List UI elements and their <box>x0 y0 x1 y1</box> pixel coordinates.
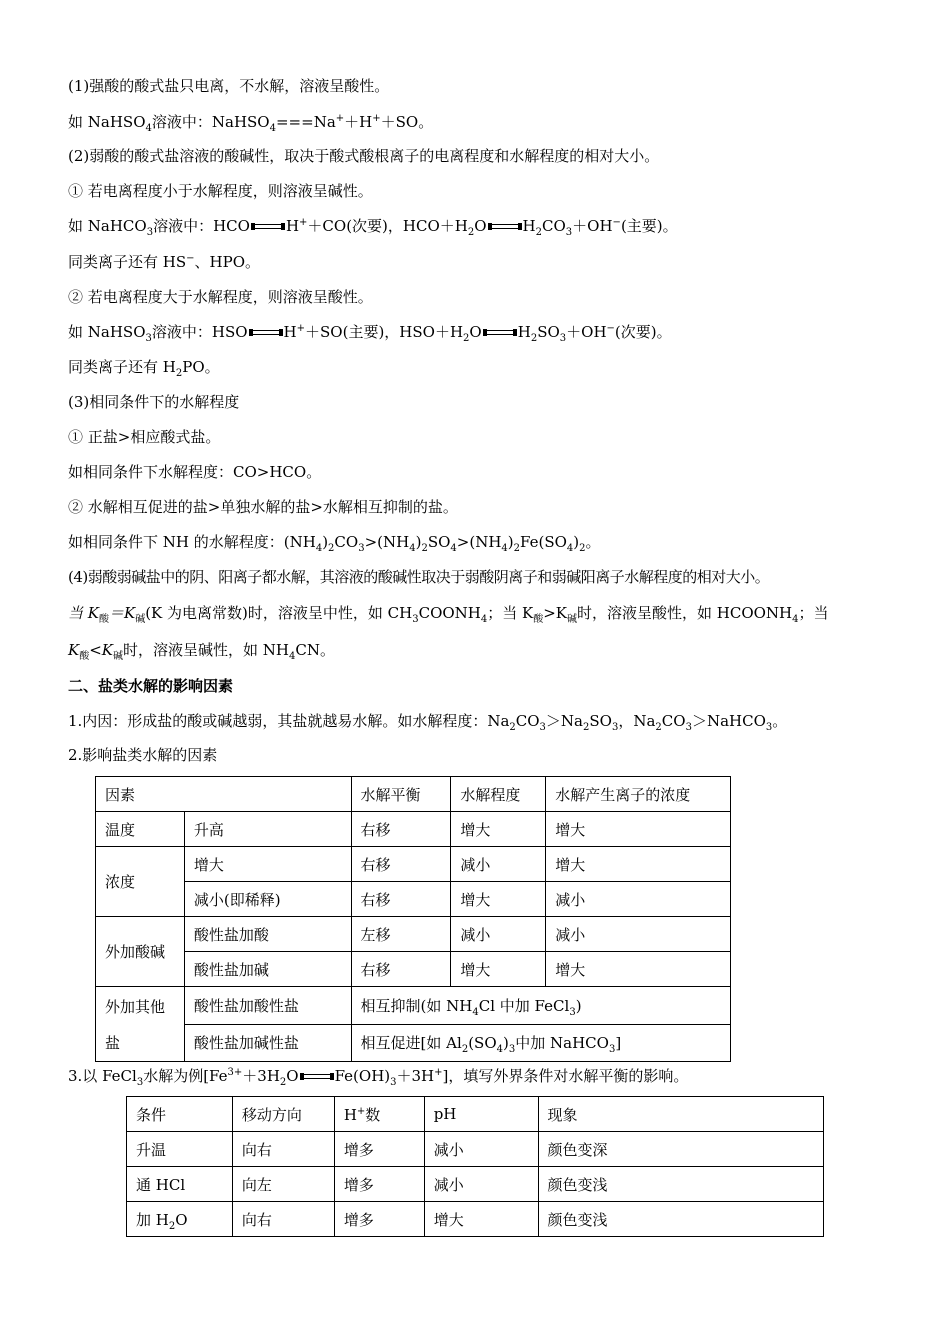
point-1: ① 若电离程度小于水解程度，则溶液呈碱性。 <box>68 182 373 200</box>
table-cell: 增多 <box>334 1132 424 1167</box>
table-row <box>96 987 731 1025</box>
table-cell: 酸性盐加酸 <box>184 917 351 952</box>
point-3: ① 正盐>相应酸式盐。 <box>68 428 221 446</box>
fecl3-table <box>126 1096 824 1237</box>
table-row <box>96 777 731 812</box>
equilibrium-arrow-icon <box>300 1072 334 1082</box>
table-cell: 外加酸碱 <box>96 917 185 987</box>
table-cell: 增大 <box>451 812 546 847</box>
table-header: 水解平衡 <box>351 777 451 812</box>
line-similar-ions-1: 同类离子还有 HS−、HPO。 <box>68 253 261 271</box>
table-header: pH <box>424 1097 538 1132</box>
line-nahso3: 如 NaHSO$_3$溶液中：HSO H+＋SO(主要)，$HSO+H_2O$ $H_2SO_3+OH^-$(次要)。 <box>68 323 672 344</box>
table-row <box>127 1097 824 1132</box>
table-cell: 增大 <box>184 847 351 882</box>
table-cell: 酸性盐加碱 <box>184 952 351 987</box>
line-internal-cause: 1.内因：形成盐的酸或碱越弱，其盐就越易水解。如水解程度：$Na_2CO_3>Na_2SO_3$，$Na_2CO_3>NaHCO_3$。 <box>68 712 788 733</box>
equilibrium-arrow-icon <box>249 328 283 338</box>
table-cell: 增大 <box>546 812 731 847</box>
table-row <box>96 847 731 882</box>
table-header: 水解程度 <box>451 777 546 812</box>
table-cell: 酸性盐加碱性盐 <box>184 1024 351 1062</box>
table-cell: 通 HCl <box>127 1167 233 1202</box>
table-header: 条件 <box>127 1097 233 1132</box>
table-cell: 右移 <box>351 882 451 917</box>
table-cell: 颜色变深 <box>538 1132 823 1167</box>
table-cell: 相互抑制(如 $NH_4Cl$ 中加 FeCl$_3$) <box>351 987 730 1025</box>
table-cell: 增大 <box>546 952 731 987</box>
table-cell: 增大 <box>546 847 731 882</box>
table-cell: 右移 <box>351 847 451 882</box>
table-row <box>96 917 731 952</box>
equilibrium-arrow-icon <box>251 222 285 232</box>
line-ka-kb-1: 当 $K_酸=K_碱(K$ 为电离常数)时，溶液呈中性，如 $CH_3COONH_4$；当 $K_酸>K_碱$时，溶液呈酸性，如 $HCOONH_4$；当 <box>68 604 829 625</box>
line-ka-kb-2: $K_酸<K_碱$时，溶液呈碱性，如 $NH_4CN$。 <box>68 641 335 662</box>
table-header: 因素 <box>96 777 352 812</box>
table-row <box>127 1132 824 1167</box>
para-strong-acid: (1)强酸的酸式盐只电离，不水解，溶液呈酸性。 <box>68 77 390 95</box>
table-cell: 右移 <box>351 952 451 987</box>
table-cell: 向左 <box>232 1167 334 1202</box>
table-cell: 颜色变浅 <box>538 1202 823 1237</box>
table-row <box>96 882 731 917</box>
table-cell: 减小 <box>424 1132 538 1167</box>
line-nahco3: 如 NaHCO$_3$溶液中：HCO H+＋CO(次要)，$HCO+H_2O$ $H_2CO_3+OH^-$(主要)。 <box>68 217 678 238</box>
table-row <box>127 1167 824 1202</box>
table-row <box>96 812 731 847</box>
line-nh4-order: 如相同条件下 NH 的水解程度：$(NH_4)_2CO_3>(NH_4)_2SO_4>(NH_4)_2Fe(SO_4)_2$。 <box>68 533 601 554</box>
table-cell: 向右 <box>232 1202 334 1237</box>
table-cell: 右移 <box>351 812 451 847</box>
table-cell: 外加其他 盐 <box>96 987 185 1062</box>
line-factors-title: 2.影响盐类水解的因素 <box>68 746 218 764</box>
table-cell: 减小 <box>424 1167 538 1202</box>
equilibrium-arrow-icon <box>488 222 522 232</box>
table-cell: 减小(即稀释) <box>184 882 351 917</box>
para-weak-acid-weak-base: (4)弱酸弱碱盐中的阴、阳离子都水解，其溶液的酸碱性取决于弱酸阴离子和弱碱阳离子水解程度的相对大小。 <box>68 568 770 586</box>
table-cell: 减小 <box>451 917 546 952</box>
table-cell: 增多 <box>334 1167 424 1202</box>
factors-table <box>95 776 731 1062</box>
table-header: 现象 <box>538 1097 823 1132</box>
para-same-conditions: (3)相同条件下的水解程度 <box>68 393 240 411</box>
table-row <box>127 1202 824 1237</box>
line-nahso4: 如 NaHSO$_4$溶液中：NaHSO$_4$===Na+＋H+＋SO。 <box>68 113 434 134</box>
point-2: ② 若电离程度大于水解程度，则溶液呈酸性。 <box>68 288 373 306</box>
table-cell: 酸性盐加酸性盐 <box>184 987 351 1025</box>
table-header: 移动方向 <box>232 1097 334 1132</box>
table-cell: 左移 <box>351 917 451 952</box>
table-cell: 增大 <box>424 1202 538 1237</box>
line-similar-ions-2: 同类离子还有 $H_2PO$。 <box>68 358 220 379</box>
table-cell: 相互促进[如 $Al_2(SO_4)_3$中加 NaHCO$_3$] <box>351 1024 730 1062</box>
line-fecl3-example: 3.以 FeCl$_3$水解为例[$Fe^{3+}+3H_2O$ $Fe(OH)_3+3H^+$]，填写外界条件对水解平衡的影响。 <box>68 1067 689 1088</box>
table-cell: 增多 <box>334 1202 424 1237</box>
section-heading: 二、盐类水解的影响因素 <box>68 677 234 695</box>
table-cell: 浓度 <box>96 847 185 917</box>
table-row <box>96 1024 731 1062</box>
table-cell: 减小 <box>546 882 731 917</box>
equilibrium-arrow-icon <box>483 328 517 338</box>
para-weak-acid: (2)弱酸的酸式盐溶液的酸碱性，取决于酸式酸根离子的电离程度和水解程度的相对大小。 <box>68 147 660 165</box>
table-header: 水解产生离子的浓度 <box>546 777 731 812</box>
table-cell: 温度 <box>96 812 185 847</box>
table-cell: 减小 <box>451 847 546 882</box>
line-co3-hco3: 如相同条件下水解程度：CO>HCO。 <box>68 463 322 481</box>
table-cell: 增大 <box>451 882 546 917</box>
point-4: ② 水解相互促进的盐>单独水解的盐>水解相互抑制的盐。 <box>68 498 458 516</box>
table-cell: 升温 <box>127 1132 233 1167</box>
table-cell: 向右 <box>232 1132 334 1167</box>
table-cell: 减小 <box>546 917 731 952</box>
table-cell: 颜色变浅 <box>538 1167 823 1202</box>
table-cell: 加 $H_2O$ <box>127 1202 233 1237</box>
table-row <box>96 952 731 987</box>
table-cell: 升高 <box>184 812 351 847</box>
table-header: H+数 <box>334 1097 424 1132</box>
table-cell: 增大 <box>451 952 546 987</box>
